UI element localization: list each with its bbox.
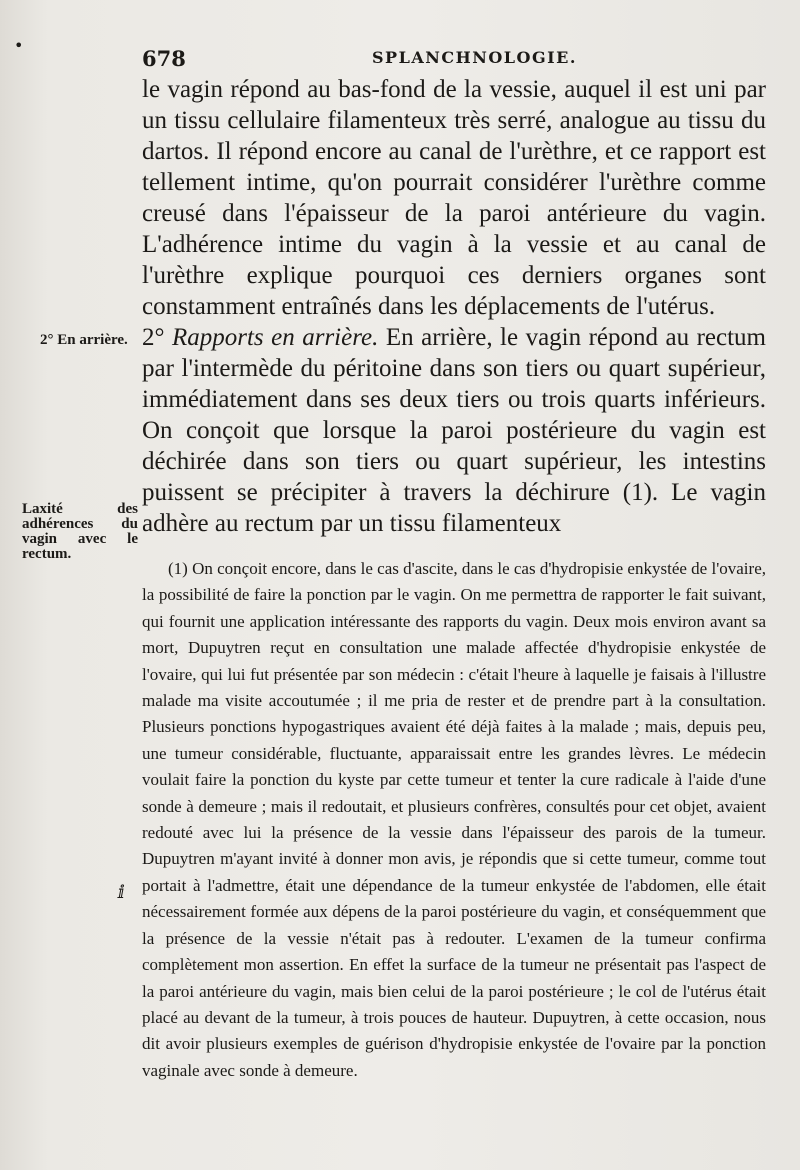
paragraph-anterior: le vagin répond au bas-fond de la vessie, auquel il est uni par un tissu cellulaire filamenteux très serré, analogue au tissu du dartos. Il répond encore au canal de l'urèthre, et ce rapport est tellement intime, qu'on pourrait considérer l'urèthre comme creusé dans l'épaisseur de la paroi antérieure du vagin. L'adhérence intime du vagin à la vessie et au canal de l'urèthre explique pourquoi ces derniers organes sont constamment entraînés dans les déplacements de l'utérus. — [142, 76, 766, 320]
footnote — [142, 556, 766, 1084]
paragraph-text: En arrière, le vagin répond au rectum par l'intermède du péritoine dans son tiers ou quart supérieur, immédiatement dans ses deux tiers ou trois quarts inférieurs. On conçoit que lorsque la paroi postérieure du vagin est déchirée dans son tiers ou quart supérieur, les intestins puissent se précipiter à travers la déchirure (1). Le vagin adhère au rectum par un tissu filamenteux — [142, 324, 766, 537]
margin-note-line: adhérences du — [22, 516, 138, 532]
section-heading: Rapports en arrière. — [171, 324, 379, 351]
margin-note-laxite — [22, 502, 138, 562]
margin-note-line: Laxité des — [22, 501, 138, 517]
ink-dot: • — [14, 36, 24, 55]
pencil-mark: ⅈ — [118, 882, 125, 903]
running-title: SPLANCHNOLOGIE. — [372, 48, 577, 67]
page-header — [0, 40, 800, 70]
margin-note-line: rectum. — [22, 546, 72, 562]
footnote-text: (1) On conçoit encore, dans le cas d'ascite, dans le cas d'hydropisie enkystée de l'ovaire, la possibilité de faire la ponction par le vagin. On me permettra de rapporter le fait suivant, qui fournit une application intéressante des rapports du vagin. Deux mois environ avant sa mort, Dupuytren reçut en consultation une malade affectée d'hydropisie enkystée de l'ovaire, qui lui fut présentée par son médecin : c'était l'heure à laquelle je faisais à l'illustre malade ma visite accoutumée ; il me pria de rester et de prendre part à la consultation. Plusieurs ponctions hypogastriques avaient été déjà faites à la malade ; mais, depuis peu, une tumeur considérable, fluctuante, apparaissait entre les grandes lèvres. Le médecin voulait faire la ponction du kyste par cette tumeur et tenter la cure radicale à l'aide d'une sonde à demeure ; mais il redoutait, et plusieurs confrères, consultés pour cet objet, avaient redouté avec lui la présence de la vessie dans l'épaisseur des parois de la tumeur. Dupuytren m'ayant invité à donner mon avis, je répondis que si cette tumeur, comme tout portait à l'admettre, était une dépendance de la tumeur enkystée de l'abdomen, elle était nécessairement formée aux dépens de la paroi postérieure du vagin, et conséquemment que la présence de la vessie n'était pas à redouter. L'examen de la tumeur confirma complètement mon assertion. En effet la surface de la tumeur ne présentait pas l'aspect de la paroi antérieure du vagin, mais bien celui de la paroi postérieure ; le col de l'utérus était placé au devant de la tumeur, à trois pouces de hauteur. Dupuytren, à cette occasion, nous dit avoir plusieurs exemples de guérison d'hydropisie enkystée de l'ovaire par la ponction vaginale avec sonde à demeure. — [142, 559, 766, 1080]
margin-note-line: vagin avec le — [22, 531, 138, 547]
paragraph-posterior — [142, 322, 766, 539]
page-number: 678 — [142, 46, 186, 71]
main-text — [142, 74, 766, 539]
margin-note-en-arriere: 2° En arrière. — [40, 332, 128, 348]
section-number: 2° — [142, 324, 172, 351]
